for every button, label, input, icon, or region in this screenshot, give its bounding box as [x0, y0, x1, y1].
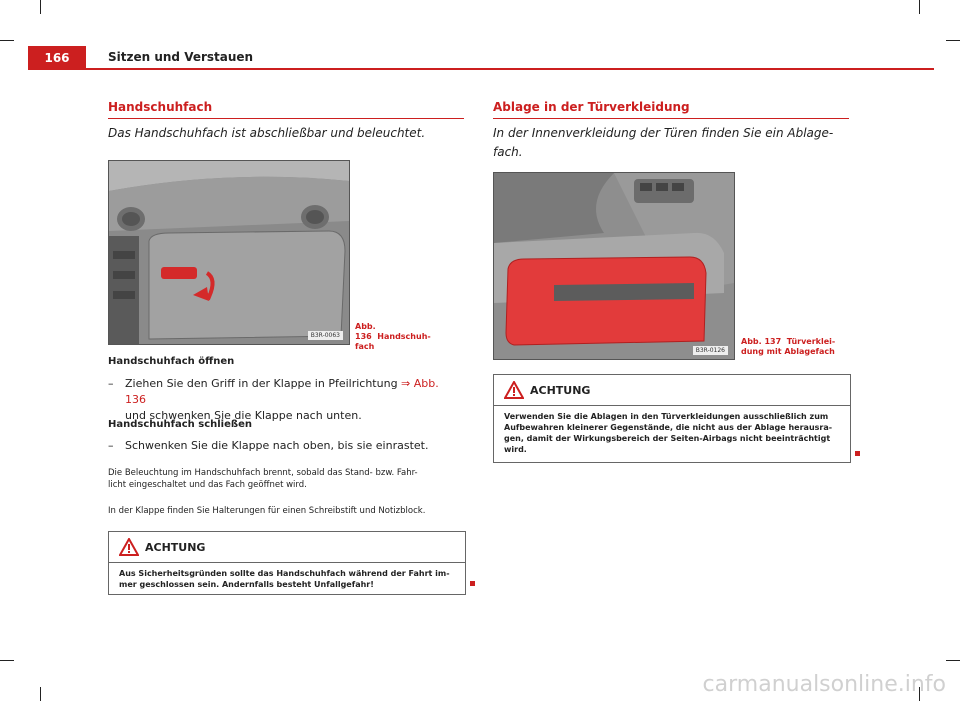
crop-mark — [946, 660, 960, 661]
warning-text-line1: Aus Sicherheitsgründen sollte das Handschuhfach während der Fahrt im- — [119, 569, 450, 578]
step-open-text-2: und schwenken Sie die Klappe nach unten. — [125, 409, 362, 422]
figure-caption-text-2: fach — [355, 342, 375, 351]
crop-mark — [946, 40, 960, 41]
warning-text-line1: Verwenden Sie die Ablagen in den Türverkleidungen ausschließlich zum — [504, 412, 829, 421]
section-intro-line1: In der Innenverkleidung der Türen finden Sie ein Ablage- — [493, 126, 834, 140]
crop-mark — [919, 0, 920, 14]
warning-triangle-icon — [504, 381, 524, 399]
crop-mark — [40, 0, 41, 14]
warning-triangle-icon — [119, 538, 139, 556]
header-rule — [28, 68, 934, 70]
section-title-glovebox: Handschuhfach — [108, 100, 213, 114]
page-number: 166 — [28, 46, 86, 70]
section-end-marker — [470, 581, 475, 586]
step-open: – Ziehen Sie den Griff in der Klappe in Pfeilrichtung ⇒ Abb. 136 und schwenken Sie die Klappe nach unten. — [108, 377, 439, 422]
figure-code: B3R-0063 — [308, 331, 343, 340]
crop-mark — [0, 660, 14, 661]
note-lighting-line1: Die Beleuchtung im Handschuhfach brennt, sobald das Stand- bzw. Fahr- — [108, 468, 418, 478]
figure-caption-text: Handschuh- — [377, 332, 431, 341]
warning-text-line4: wird. — [504, 445, 527, 454]
section-rule — [493, 118, 849, 119]
figure-caption-text: Türverklei- — [786, 337, 836, 346]
warning-text-line2: mer geschlossen sein. Andernfalls besteht Unfallgefahr! — [119, 580, 374, 589]
subheading-close: Handschuhfach schließen — [108, 419, 252, 430]
figure-caption-number: Abb. 137 — [741, 337, 782, 346]
section-intro-line2: fach. — [493, 145, 523, 159]
warning-text-line3: gen, damit der Wirkungsbereich der Seiten-Airbags nicht beeinträchtigt — [504, 434, 831, 443]
step-close: – Schwenken Sie die Klappe nach oben, bis sie einrastet. — [108, 438, 458, 454]
section-intro: Das Handschuhfach ist abschließbar und beleuchtet. — [108, 126, 426, 140]
section-end-marker — [855, 451, 860, 456]
subheading-open: Handschuhfach öffnen — [108, 356, 235, 367]
figure-door-pocket — [493, 172, 735, 360]
note-lighting — [108, 467, 464, 491]
figure-caption — [741, 337, 841, 357]
section-intro — [493, 124, 853, 162]
figure-code: B3R-0126 — [693, 346, 728, 355]
door-pocket-illustration — [494, 173, 734, 359]
warning-title: ACHTUNG — [530, 384, 591, 397]
warning-text — [504, 411, 844, 455]
note-lighting-line2: licht eingeschaltet und das Fach geöffnet wird. — [108, 480, 307, 490]
step-close-text: Schwenken Sie die Klappe nach oben, bis sie einrastet. — [125, 439, 429, 452]
warning-box-glovebox — [108, 531, 466, 595]
warning-text — [119, 568, 459, 590]
warning-header — [109, 532, 465, 563]
note-holders: In der Klappe finden Sie Halterungen für einen Schreibstift und Notizblock. — [108, 506, 426, 516]
page-header-title: Sitzen und Verstauen — [108, 50, 254, 64]
watermark: carmanualsonline.info — [702, 672, 946, 697]
warning-header — [494, 375, 850, 406]
warning-box-door-pocket — [493, 374, 851, 463]
figure-caption-number: Abb. 136 — [355, 322, 376, 341]
warning-title: ACHTUNG — [145, 541, 206, 554]
crop-mark — [0, 40, 14, 41]
section-title-door-pocket: Ablage in der Türverkleidung — [493, 100, 690, 114]
crop-mark — [40, 687, 41, 701]
figure-reference-link[interactable]: ⇒ Abb. 136 — [125, 377, 439, 406]
section-rule — [108, 118, 464, 119]
figure-caption-text-2: dung mit Ablagefach — [741, 347, 835, 356]
figure-caption — [355, 322, 431, 352]
figure-glovebox — [108, 160, 350, 345]
warning-text-line2: Aufbewahren kleinerer Gegenstände, die nicht aus der Ablage herausra- — [504, 423, 833, 432]
step-open-text: Ziehen Sie den Griff in der Klappe in Pfeilrichtung — [125, 377, 398, 390]
glovebox-illustration — [109, 161, 349, 344]
